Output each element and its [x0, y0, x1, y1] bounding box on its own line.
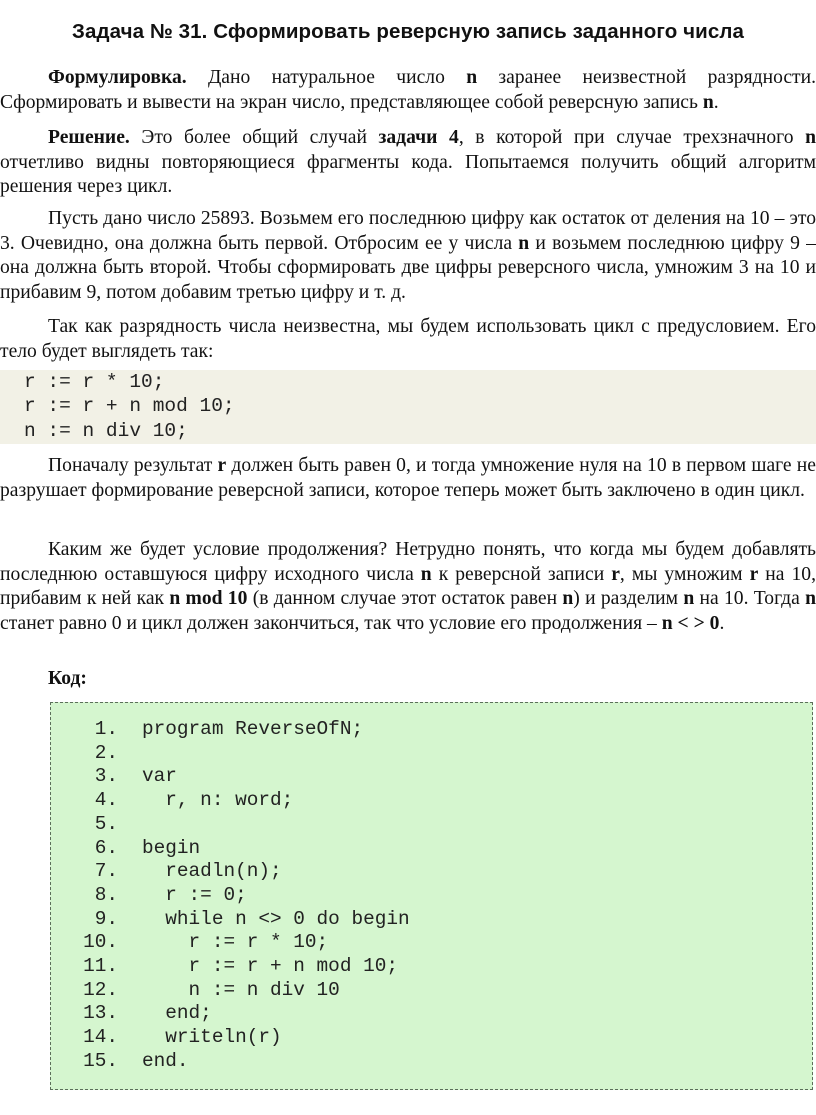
code-text: n := n div 10 [142, 978, 340, 1001]
condition-text: на 10, прибавим к ней как [0, 563, 816, 610]
line-number: 9. [94, 907, 118, 930]
code-text: r, n: word; [142, 789, 294, 812]
condition-text: на 10. Тогда [694, 588, 806, 610]
initial-value-paragraph [0, 454, 816, 503]
line-number: 3. [94, 765, 118, 788]
code-line [51, 789, 293, 813]
code-line [51, 860, 282, 884]
var-n: n [420, 563, 432, 585]
example-paragraph [0, 207, 816, 305]
line-number: 1. [94, 718, 118, 740]
solution-text: , в которой при случае трехзначного [458, 127, 806, 148]
code-line [51, 742, 142, 766]
loop-intro-paragraph: Так как разрядность числа неизвестна, мы будем использовать цикл с предусловием. Его тело будет выглядеть так: [0, 316, 816, 362]
var-r: r [217, 455, 227, 476]
code-text: r := 0; [142, 883, 247, 906]
code-line [51, 931, 328, 955]
code-line [51, 908, 410, 932]
var-n: n [466, 67, 478, 88]
condition-text: ) и разделим [573, 588, 684, 610]
var-n: n [683, 588, 695, 610]
code-text: end. [142, 1049, 189, 1072]
snippet-line: r := r + n mod 10; [24, 395, 235, 418]
initial-text: Поначалу результат [48, 455, 218, 476]
code-text: begin [142, 836, 201, 859]
formulation-label: Формулировка. [48, 67, 187, 88]
line-number: 7. [94, 860, 118, 883]
line-number: 12. [83, 978, 118, 1001]
solution-paragraph [0, 126, 816, 200]
code-text: end; [142, 1002, 212, 1025]
code-line [51, 1050, 189, 1074]
condition-text: Каким же будет условие продолжения? Нетрудно понять, что когда мы будем добавлять последнюю оставшуюся цифру исходного числа [0, 539, 816, 585]
loop-condition: n < > 0 [661, 612, 720, 634]
code-line [51, 955, 398, 979]
code-text: r := r + n mod 10; [142, 955, 398, 977]
line-number: 10. [83, 931, 118, 954]
expr-n-mod-10: n mod 10 [169, 588, 248, 610]
var-r: r [749, 563, 759, 585]
var-n: n [702, 91, 714, 113]
solution-text: отчетливо видны повторяющиеся фрагменты кода. Попытаемся получить общий алгоритм решения через цикл. [0, 151, 816, 198]
var-r: r [611, 563, 620, 585]
code-text: r := r * 10; [142, 931, 329, 954]
condition-paragraph [0, 538, 816, 636]
line-number: 8. [94, 883, 118, 906]
condition-text: станет равно 0 и цикл должен закончиться, так что условие его продолжения – [0, 612, 662, 634]
code-label: Код: [48, 668, 87, 689]
line-number: 4. [94, 789, 118, 812]
solution-text: Это более общий случай [129, 127, 379, 148]
code-line [51, 1002, 212, 1026]
condition-text: , мы умножим [619, 563, 750, 585]
page-title: Задача № 31. Сформировать реверсную запись заданного числа [72, 20, 744, 43]
var-n: n [805, 127, 816, 148]
code-text: readln(n); [142, 860, 282, 883]
code-text: writeln(r) [142, 1026, 282, 1049]
condition-text: к реверсной записи [431, 563, 612, 585]
line-number: 14. [83, 1026, 118, 1049]
formulation-text: . [713, 91, 719, 113]
code-text: program ReverseOfN; [142, 718, 364, 740]
task-reference: задачи 4 [378, 127, 459, 148]
code-line [51, 884, 247, 908]
solution-label: Решение. [48, 127, 130, 148]
example-text: и возьмем последнюю цифру 9 – она должна быть второй. Чтобы сформировать две цифры реверсного числа, умножим 3 на 10 и прибавим 9, потом добавим третью цифру и т. д. [0, 232, 816, 303]
line-number: 15. [83, 1049, 118, 1072]
formulation-paragraph [0, 66, 816, 115]
code-line [51, 1026, 282, 1050]
code-line [51, 837, 200, 861]
code-line [51, 718, 363, 742]
var-n: n [518, 232, 530, 254]
line-number: 5. [94, 812, 118, 835]
line-number: 6. [94, 836, 118, 859]
code-line [51, 979, 340, 1003]
code-text: while n <> 0 do begin [142, 907, 410, 930]
example-text: Пусть дано число 25893. Возьмем его последнюю цифру как остаток от деления на 10 – это 3. Очевидно, она должна быть первой. Отбросим ее у числа [0, 208, 816, 254]
var-n: n [805, 588, 816, 610]
line-number: 11. [83, 955, 118, 977]
code-line [51, 813, 142, 837]
line-number: 13. [83, 1002, 118, 1025]
snippet-line: r := r * 10; [24, 371, 165, 393]
formulation-text: заранее неизвестной разрядности. Сформировать и вывести на экран число, представляющее собой реверсную запись [0, 67, 816, 113]
code-line [51, 765, 177, 789]
var-n: n [562, 588, 574, 610]
loop-body-snippet [0, 370, 816, 444]
initial-text: должен быть равен 0, и тогда умножение нуля на 10 в первом шаге не разрушает формирование реверсной записи, которое теперь может быть заключено в один цикл. [0, 455, 816, 501]
formulation-text: Дано натуральное число [186, 67, 467, 88]
condition-text: . [719, 612, 725, 634]
condition-text: (в данном случае этот остаток равен [247, 588, 563, 610]
code-listing [50, 702, 813, 1090]
code-text: var [142, 765, 177, 788]
line-number: 2. [94, 741, 118, 764]
snippet-line: n := n div 10; [24, 419, 188, 442]
